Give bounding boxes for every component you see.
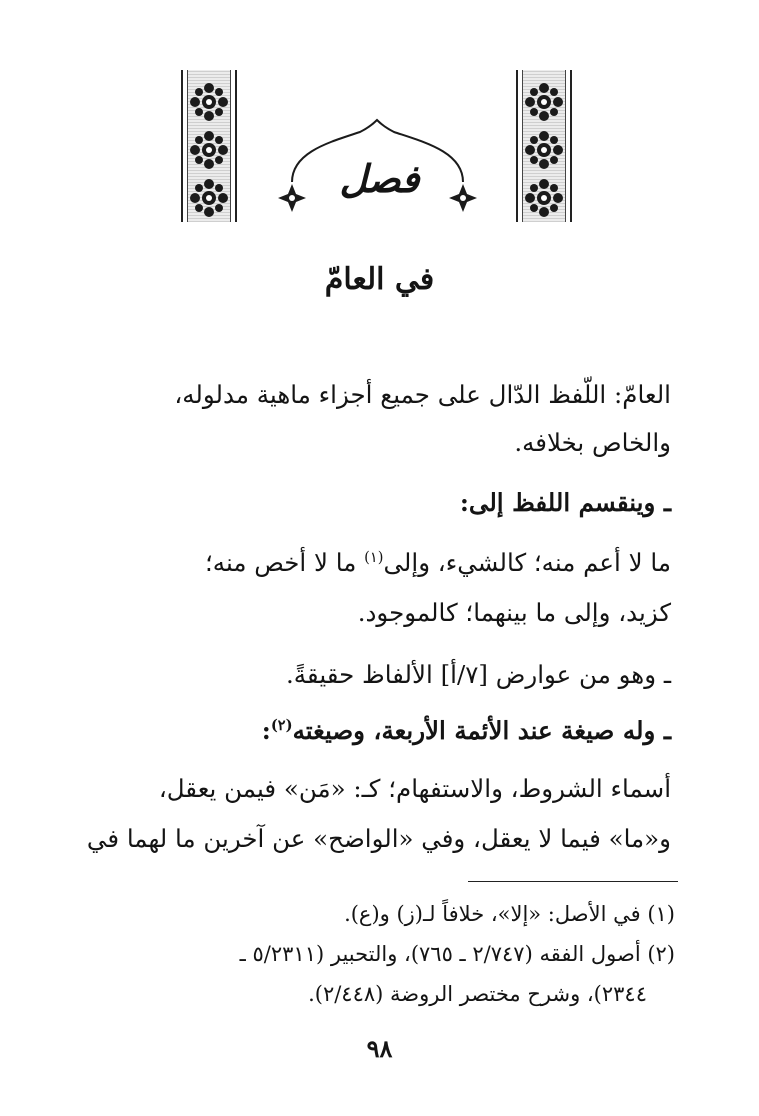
page-number: ٩٨ (366, 1034, 393, 1063)
footnote-separator (468, 881, 678, 882)
section-title: في العامّ (324, 262, 435, 297)
rosette-icon (522, 80, 566, 124)
body-line: كزيد، وإلى ما بينهما؛ كالموجود. (357, 598, 671, 627)
chapter-heading: فصل (339, 156, 420, 201)
footnote-ref[interactable]: (١) (364, 548, 384, 566)
rosette-icon (187, 80, 231, 124)
footnote: (٢) أصول الفقه (٢/٧٤٧ ـ ٧٦٥)، والتحبير (٥/٢٣١١ ـ (239, 942, 675, 966)
text-run: ما لا أعم منه؛ كالشيء، وإلى (383, 548, 671, 577)
text-run: ما لا أخص منه؛ (205, 548, 365, 577)
footnote-continuation: ٢٣٤٤)، وشرح مختصر الروضة (٢/٤٤٨). (308, 982, 647, 1006)
footnote: (١) في الأصل: «إلا»، خلافاً لـ(ز) و(ع). (344, 902, 675, 926)
footnote-ref[interactable]: (٢) (270, 716, 293, 734)
text-run: ـ وله صيغة عند الأئمة الأربعة، وصيغته (292, 716, 671, 745)
body-line (205, 548, 671, 577)
text-run: : (261, 716, 271, 745)
subheading: ـ وينقسم اللفظ إلى: (459, 488, 671, 517)
body-line: والخاص بخلافه. (514, 428, 671, 457)
body-line: أسماء الشروط، والاستفهام؛ كـ: «مَن» فيمن يعقل، (158, 774, 671, 803)
body-line: و«ما» فيما لا يعقل، وفي «الواضح» عن آخرين ما لهما في (86, 824, 671, 853)
body-line: العامّ: اللّفظ الدّال على جميع أجزاء ماهية مدلوله، (174, 380, 671, 409)
subheading (262, 716, 671, 745)
body-line: ـ وهو من عوارض [٧/أ] الألفاظ حقيقةً. (286, 660, 671, 689)
